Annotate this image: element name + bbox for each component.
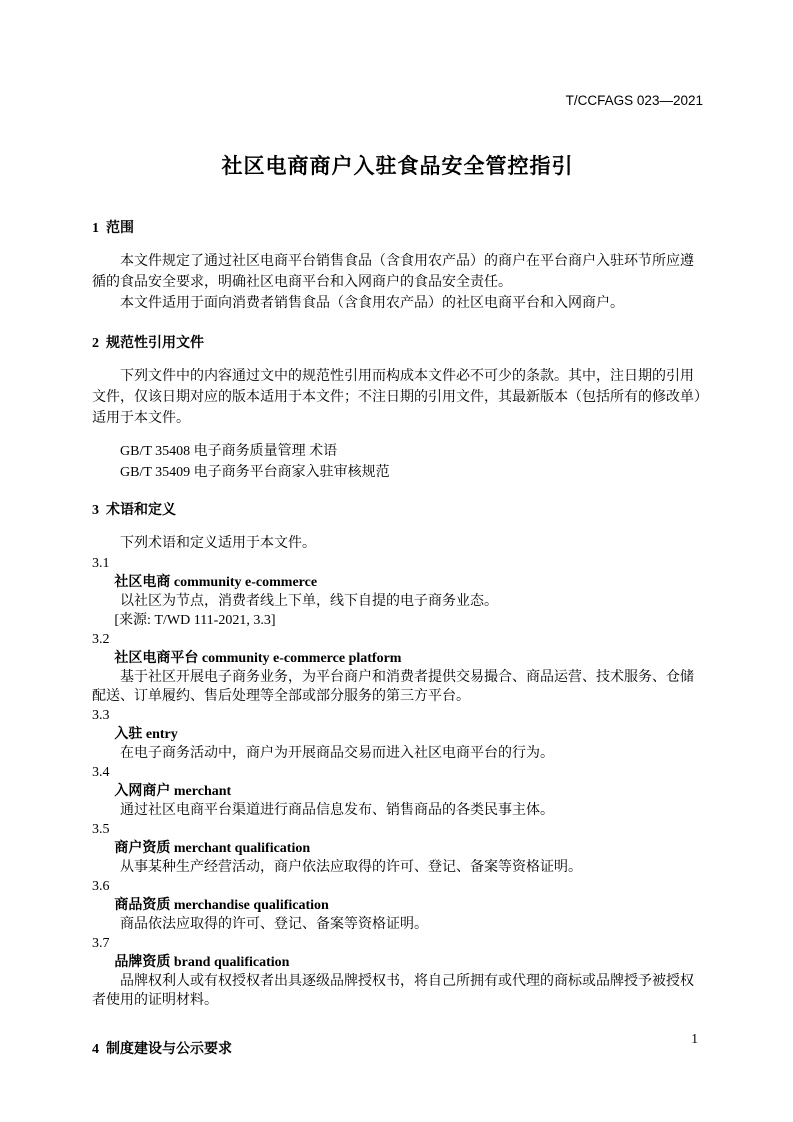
- term-number: 3.1: [92, 556, 110, 571]
- term-definition: 从事某种生产经营活动，商户依法应取得的许可、登记、备案等资格证明。: [120, 860, 582, 875]
- term-number: 3.4: [92, 765, 110, 780]
- section-1-paragraph-1: 本文件规定了通过社区电商平台销售食品（含食用农产品）的商户在平台商户入驻环节所应遵循的食品安全要求，明确社区电商平台和入网商户的食品安全责任。: [92, 254, 694, 290]
- term-entry-3-6: [92, 877, 703, 934]
- page-title: 社区电商商户入驻食品安全管控指引: [221, 154, 574, 178]
- term-definition: 商品依法应取得的许可、登记、备案等资格证明。: [120, 917, 428, 932]
- term-source: [来源: T/WD 111-2021, 3.3]: [114, 613, 276, 628]
- term-definition: 以社区为节点，消费者线上下单，线下自提的电子商务业态。: [120, 594, 498, 609]
- normative-references-list: [92, 441, 703, 483]
- section-3-intro: 下列术语和定义适用于本文件。: [120, 536, 316, 551]
- term-definition: 在电子商务活动中，商户为开展商品交易而进入社区电商平台的行为。: [120, 746, 554, 761]
- term-definition: 基于社区开展电子商务业务，为平台商户和消费者提供交易撮合、商品运营、技术服务、仓储配送、订单履约、售后处理等全部或部分服务的第三方平台。: [92, 670, 694, 704]
- normative-reference-item: GB/T 35409 电子商务平台商家入驻审核规范: [120, 465, 390, 480]
- section-2-paragraph-1: 下列文件中的内容通过文中的规范性引用而构成本文件必不可少的条款。其中，注日期的引用文件，仅该日期对应的版本适用于本文件；不注日期的引用文件，其最新版本（包括所有的修改单）适用于本文件。: [92, 369, 701, 426]
- term-title: 社区电商平台 community e-commerce platform: [114, 651, 402, 666]
- term-title: 入网商户 merchant: [114, 784, 232, 799]
- term-entry-3-2: [92, 630, 703, 706]
- term-entry-3-3: [92, 706, 703, 763]
- section-1-heading: 1 范围: [92, 221, 134, 236]
- term-number: 3.2: [92, 632, 110, 647]
- doc-number: T/CCFAGS 023—2021: [565, 93, 703, 108]
- term-title: 入驻 entry: [114, 727, 178, 742]
- section-4-heading: 4 制度建设与公示要求: [92, 1042, 232, 1057]
- term-number: 3.3: [92, 708, 110, 723]
- section-1-paragraph-2: 本文件适用于面向消费者销售食品（含食用农产品）的社区电商平台和入网商户。: [120, 296, 624, 311]
- term-entry-3-7: [92, 934, 703, 1010]
- section-2-heading: 2 规范性引用文件: [92, 336, 204, 351]
- term-title: 社区电商 community e-commerce: [114, 575, 318, 590]
- term-number: 3.7: [92, 936, 110, 951]
- term-definition: 通过社区电商平台渠道进行商品信息发布、销售商品的各类民事主体。: [120, 803, 554, 818]
- term-number: 3.6: [92, 879, 110, 894]
- term-title: 品牌资质 brand qualification: [114, 955, 290, 970]
- normative-reference-item: GB/T 35408 电子商务质量管理 术语: [120, 444, 338, 459]
- term-definition: 品牌权利人或有权授权者出具逐级品牌授权书，将自己所拥有或代理的商标或品牌授予被授权者使用的证明材料。: [92, 974, 694, 1008]
- terms-and-definitions: [92, 554, 703, 1010]
- term-entry-3-1: [92, 554, 703, 630]
- term-title: 商品资质 merchandise qualification: [114, 898, 329, 913]
- term-title: 商户资质 merchant qualification: [114, 841, 311, 856]
- term-entry-3-5: [92, 820, 703, 877]
- term-entry-3-4: [92, 763, 703, 820]
- page-number: 1: [691, 1031, 698, 1046]
- term-number: 3.5: [92, 822, 110, 837]
- section-3-heading: 3 术语和定义: [92, 503, 176, 518]
